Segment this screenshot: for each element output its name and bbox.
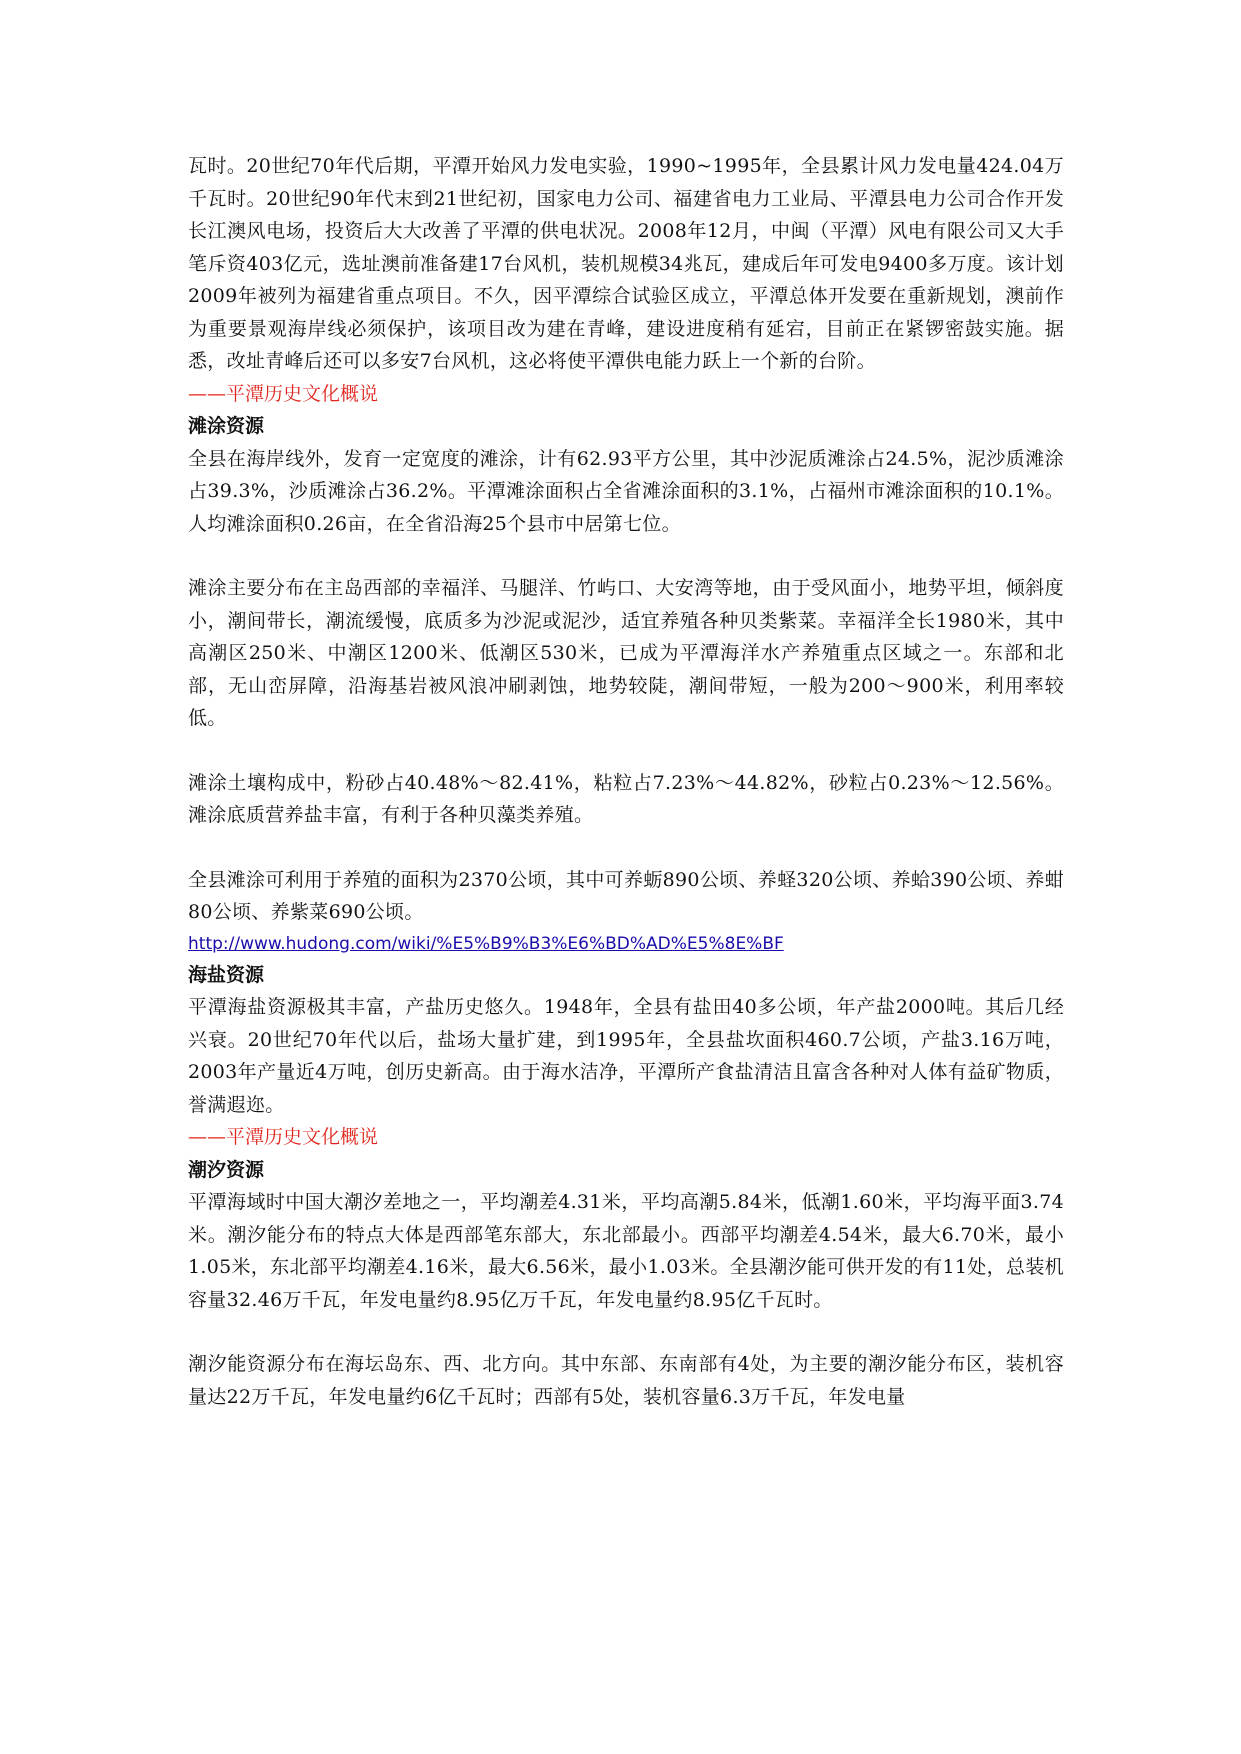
section-heading-sea-salt: 海盐资源	[188, 963, 265, 986]
section-heading-tidal-energy: 潮汐资源	[188, 1158, 265, 1181]
tidal-flats-paragraph-1: 全县在海岸线外，发育一定宽度的滩涂，计有62.93平方公里，其中沙泥质滩涂占24.5%，泥沙质滩涂占39.3%，沙质滩涂占36.2%。平潭滩涂面积占全省滩涂面积的3.1%，占福州市滩涂面积的10.1%。人均滩涂面积0.26亩，在全省沿海25个县市中居第七位。	[188, 447, 1064, 535]
section-heading-tidal-flats: 滩涂资源	[188, 415, 265, 437]
source-citation: ——平潭历史文化概说	[188, 382, 379, 405]
document-page	[188, 150, 1064, 1413]
wind-power-paragraph: 瓦时。20世纪70年代后期，平潭开始风力发电实验，1990~1995年，全县累计风力发电量424.04万千瓦时。20世纪90年代末到21世纪初，国家电力公司、福建省电力工业局、平潭县电力公司合作开发长江澳风电场，投资后大大改善了平潭的供电状况。2008年12月，中闽（平潭）风电有限公司又大手笔斥资403亿元，选址澳前准备建17台风机，装机规模34兆瓦，建成后年可发电9400多万度。该计划2009年被列为福建省重点项目。不久，因平潭综合试验区成立，平潭总体开发要在重新规划，澳前作为重要景观海岸线必须保护，该项目改为建在青峰，建设进度稍有延宕，目前正在紧锣密鼓实施。据悉，改址青峰后还可以多安7台风机，这必将使平潭供电能力跃上一个新的台阶。	[188, 155, 1064, 372]
sea-salt-paragraph: 平潭海盐资源极其丰富，产盐历史悠久。1948年，全县有盐田40多公顷，年产盐2000吨。其后几经兴衰。20世纪70年代以后，盐场大量扩建，到1995年，全县盐坎面积460.7公顷，产盐3.16万吨，2003年产量近4万吨，创历史新高。由于海水洁净，平潭所产食盐清洁且富含各种对人体有益矿物质，誉满遐迩。	[188, 996, 1064, 1116]
tidal-flats-paragraph-4: 全县滩涂可利用于养殖的面积为2370公顷，其中可养蛎890公顷、养蛏320公顷、养蛤390公顷、养蚶80公顷、养紫菜690公顷。	[188, 868, 1064, 923]
source-citation: ——平潭历史文化概说	[188, 1126, 379, 1148]
tidal-energy-paragraph-1: 平潭海域时中国大潮汐差地之一，平均潮差4.31米，平均高潮5.84米，低潮1.60米，平均海平面3.74米。潮汐能分布的特点大体是西部笔东部大，东北部最小。西部平均潮差4.54米，最大6.70米，最小1.05米，东北部平均潮差4.16米，最大6.56米，最小1.03米。全县潮汐能可供开发的有11处，总装机容量32.46万千瓦，年发电量约8.95亿万千瓦，年发电量约8.95亿千瓦时。	[188, 1191, 1064, 1311]
tidal-flats-paragraph-2: 滩涂主要分布在主岛西部的幸福洋、马腿洋、竹屿口、大安湾等地，由于受风面小，地势平坦，倾斜度小，潮间带长，潮流缓慢，底质多为沙泥或泥沙，适宜养殖各种贝类紫菜。幸福洋全长1980米，其中高潮区250米、中潮区1200米、低潮区530米，已成为平潭海洋水产养殖重点区域之一。东部和北部，无山峦屏障，沿海基岩被风浪冲刷剥蚀，地势较陡，潮间带短，一般为200～900米，利用率较低。	[188, 577, 1064, 729]
tidal-energy-paragraph-2: 潮汐能资源分布在海坛岛东、西、北方向。其中东部、东南部有4处，为主要的潮汐能分布区，装机容量达22万千瓦，年发电量约6亿千瓦时；西部有5处，装机容量6.3万千瓦，年发电量	[188, 1353, 1064, 1408]
source-link[interactable]: http://www.hudong.com/wiki/%E5%B9%B3%E6%BD%AD%E5%8E%BF	[188, 933, 784, 954]
tidal-flats-paragraph-3: 滩涂土壤构成中，粉砂占40.48%～82.41%，粘粒占7.23%～44.82%，砂粒占0.23%～12.56%。滩涂底质营养盐丰富，有利于各种贝藻类养殖。	[188, 771, 1064, 826]
